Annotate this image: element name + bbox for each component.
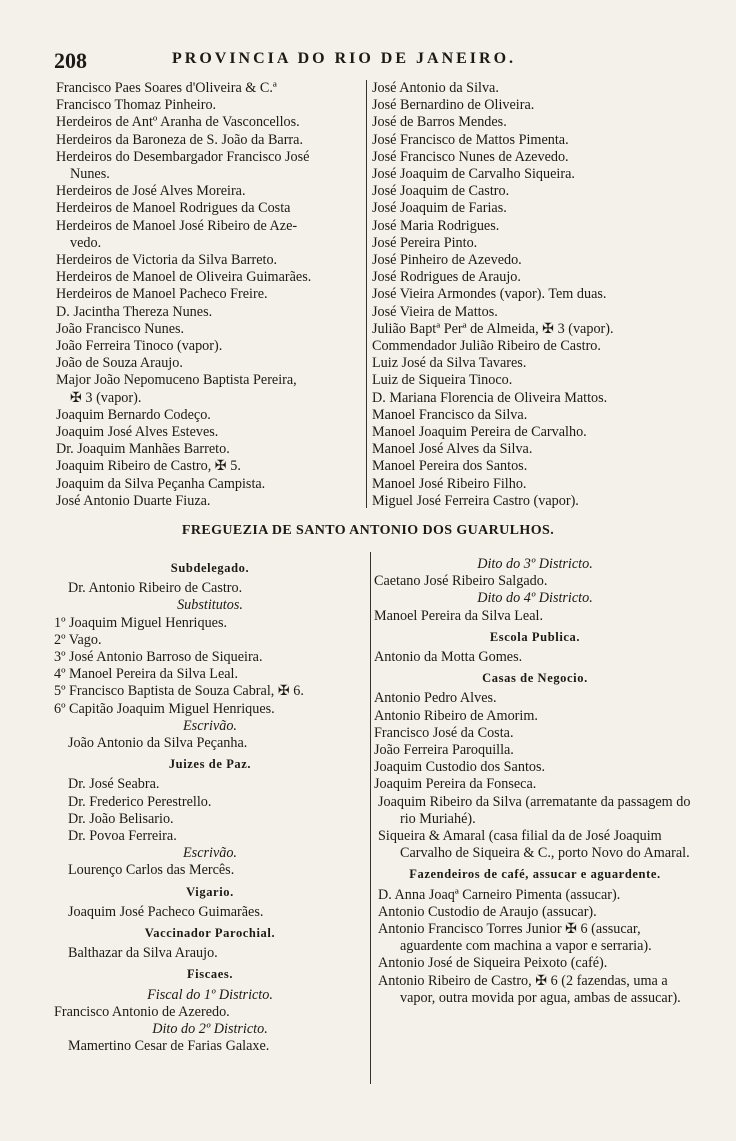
list-item: João Francisco Nunes. (56, 320, 185, 337)
subheading: Vigario. (186, 884, 234, 899)
list-item: José Antonio da Silva. (372, 80, 499, 96)
entry: Mamertino Cesar de Farias Galaxe. (68, 1038, 270, 1055)
list-item: Major João Nepomuceno Baptista Pereira, (56, 372, 297, 389)
entry: Joaquim José Pacheco Guimarães. (68, 903, 264, 920)
entry: Lourenço Carlos das Mercês. (68, 862, 235, 879)
subheading: Dito do 4º Districto. (477, 590, 593, 607)
list-item: Antonio Ribeiro de Castro, ✠ 6 (2 fazendas, uma a vapor, outra movida por agua, ambas de assucar). (378, 972, 681, 1006)
list-item: D. Jacintha Thereza Nunes. (56, 303, 213, 320)
list-item: João de Souza Araujo. (56, 355, 183, 372)
list-item: vedo. (70, 234, 102, 251)
entry: Antonio da Motta Gomes. (374, 649, 523, 666)
list-item: ✠ 3 (vapor). (70, 389, 142, 406)
list-item: 5º Francisco Baptista de Souza Cabral, ✠ 6. (54, 683, 304, 700)
list-item: José Maria Rodrigues. (372, 217, 500, 234)
entry: Caetano José Ribeiro Salgado. (374, 573, 548, 590)
section-right-column (374, 556, 696, 1007)
subheading: Juizes de Paz. (168, 757, 252, 772)
list-item: Antonio Francisco Torres Junior ✠ 6 (assucar, aguardente com machina a vapor e serraria). (378, 921, 652, 955)
subheading: Casas de Negocio. (482, 671, 588, 686)
list-item: José Francisco Nunes de Azevedo. (372, 148, 569, 165)
list-item: José Francisco de Mattos Pimenta. (372, 131, 569, 148)
list-item: José Joaquim de Carvalho Siqueira. (372, 166, 575, 183)
list-item: Manoel Francisco da Silva. (372, 406, 528, 423)
entry: Manoel Pereira da Silva Leal. (374, 607, 544, 624)
list-item: 1º Joaquim Miguel Henriques. (54, 614, 228, 631)
list-item: Joaquim da Silva Peçanha Campista. (56, 475, 266, 492)
list-item: José Joaquim de Castro. (372, 183, 510, 200)
list-item: Herdeiros de Antº Aranha de Vasconcellos. (56, 114, 300, 131)
list-item: José Rodrigues de Araujo. (372, 269, 521, 286)
list-item: Herdeiros de Manoel Rodrigues da Costa (56, 200, 291, 217)
list-item: Joaquim Ribeiro de Castro, ✠ 5. (56, 458, 241, 475)
list-item: José Vieira de Mattos. (372, 303, 498, 320)
list-item: Dr. Povoa Ferreira. (68, 828, 177, 845)
list-item: Herdeiros de José Alves Moreira. (56, 183, 246, 200)
list-item: Manoel José Alves da Silva. (372, 441, 533, 458)
entry: João Antonio da Silva Peçanha. (68, 735, 248, 752)
list-item: Nunes. (70, 166, 110, 183)
list-item: Manoel José Ribeiro Filho. (372, 475, 527, 492)
list-item: Francisco Thomaz Pinheiro. (56, 97, 217, 114)
page-number: 208 (54, 48, 87, 73)
subheading: Subdelegado. (170, 561, 250, 575)
entry: Dr. Antonio Ribeiro de Castro. (68, 580, 243, 597)
list-item: José Vieira Armondes (vapor). Tem duas. (372, 286, 607, 303)
list-item: Herdeiros de Manoel Pacheco Freire. (56, 286, 268, 303)
list-item: Joaquim Pereira da Fonseca. (374, 776, 537, 793)
top-left-column (56, 80, 364, 510)
list-item: Dr. Joaquim Manhães Barreto. (56, 441, 230, 458)
list-item: Dr. José Seabra. (68, 776, 160, 793)
list-item: Herdeiros de Manoel de Oliveira Guimarães. (56, 269, 312, 286)
section-title: FREGUEZIA DE SANTO ANTONIO DOS GUARULHOS. (181, 523, 555, 538)
section-left-column (54, 556, 366, 1055)
list-item: D. Mariana Florencia de Oliveira Mattos. (372, 389, 608, 406)
list-item: Joaquim Bernardo Codeço. (56, 406, 211, 423)
column-divider (366, 80, 367, 508)
entry: Balthazar da Silva Araujo. (68, 945, 218, 962)
subheading: Escrivão. (183, 845, 237, 862)
list-item: Joaquim José Alves Esteves. (56, 424, 219, 441)
list-item: Francisco José da Costa. (374, 724, 514, 741)
subheading: Fiscaes. (186, 967, 234, 982)
list-item: Antonio José de Siqueira Peixoto (café). (378, 955, 608, 972)
list-item: Joaquim Custodio dos Santos. (374, 759, 546, 776)
list-item: José de Barros Mendes. (372, 114, 507, 131)
subheading: Escrivão. (183, 717, 237, 734)
column-divider (370, 552, 371, 1084)
list-item: José Pereira Pinto. (372, 234, 478, 251)
list-item: José Joaquim de Farias. (372, 200, 507, 217)
list-item: 6º Capitão Joaquim Miguel Henriques. (54, 700, 275, 717)
subheading: Substitutos. (177, 597, 243, 614)
entry: Francisco Antonio de Azeredo. (54, 1003, 230, 1020)
top-right-column (372, 80, 677, 510)
list-item: Julião Baptª Perª de Almeida, ✠ 3 (vapor). (372, 320, 614, 337)
list-item: Herdeiros da Baroneza de S. João da Barra. (56, 131, 303, 148)
list-item: Siqueira & Amaral (casa filial da de José Joaquim Carvalho de Siqueira & C., porto Novo do Amaral. (378, 828, 690, 862)
list-item: Dr. João Belisario. (68, 810, 174, 827)
list-item: 3º José Antonio Barroso de Siqueira. (54, 649, 263, 666)
list-item: Commendador Julião Ribeiro de Castro. (372, 338, 601, 355)
subheading: Fiscal do 1º Districto. (147, 986, 273, 1003)
subheading: Dito do 2º Districto. (152, 1021, 268, 1038)
list-item: José Bernardino de Oliveira. (372, 97, 535, 114)
subheading: Vaccinador Parochial. (144, 926, 276, 941)
subheading: Escola Publica. (489, 629, 581, 644)
list-item: Manoel Pereira dos Santos. (372, 458, 528, 475)
list-item: Joaquim Ribeiro da Silva (arrematante da passagem do rio Muriahé). (378, 793, 691, 827)
list-item: Antonio Custodio de Araujo (assucar). (378, 903, 597, 920)
list-item: Herdeiros de Victoria da Silva Barreto. (56, 252, 278, 269)
list-item: Luiz de Siqueira Tinoco. (372, 372, 513, 389)
list-item: Francisco Paes Soares d'Oliveira & C.ª (56, 80, 277, 96)
list-item: João Ferreira Tinoco (vapor). (56, 338, 223, 355)
list-item: 2º Vago. (54, 631, 102, 648)
subheading: Fazendeiros de café, assucar e aguardente. (409, 867, 661, 882)
list-item: Herdeiros de Manoel José Ribeiro de Aze- (56, 217, 298, 234)
list-item: Miguel José Ferreira Castro (vapor). (372, 492, 579, 509)
list-item: Antonio Pedro Alves. (374, 690, 497, 707)
list-item: D. Anna Joaqª Carneiro Pimenta (assucar). (378, 886, 621, 903)
subheading: Dito do 3º Districto. (477, 556, 593, 572)
running-title: PROVINCIA DO RIO DE JANEIRO. (172, 50, 517, 67)
list-item: Dr. Frederico Perestrello. (68, 793, 212, 810)
list-item: Antonio Ribeiro de Amorim. (374, 707, 538, 724)
list-item: João Ferreira Paroquilla. (374, 742, 514, 759)
list-item: José Antonio Duarte Fiuza. (56, 492, 211, 509)
list-item: Luiz José da Silva Tavares. (372, 355, 527, 372)
list-item: Manoel Joaquim Pereira de Carvalho. (372, 424, 587, 441)
list-item: Herdeiros do Desembargador Francisco José (56, 148, 310, 165)
list-item: 4º Manoel Pereira da Silva Leal. (54, 666, 239, 683)
list-item: José Pinheiro de Azevedo. (372, 252, 522, 269)
